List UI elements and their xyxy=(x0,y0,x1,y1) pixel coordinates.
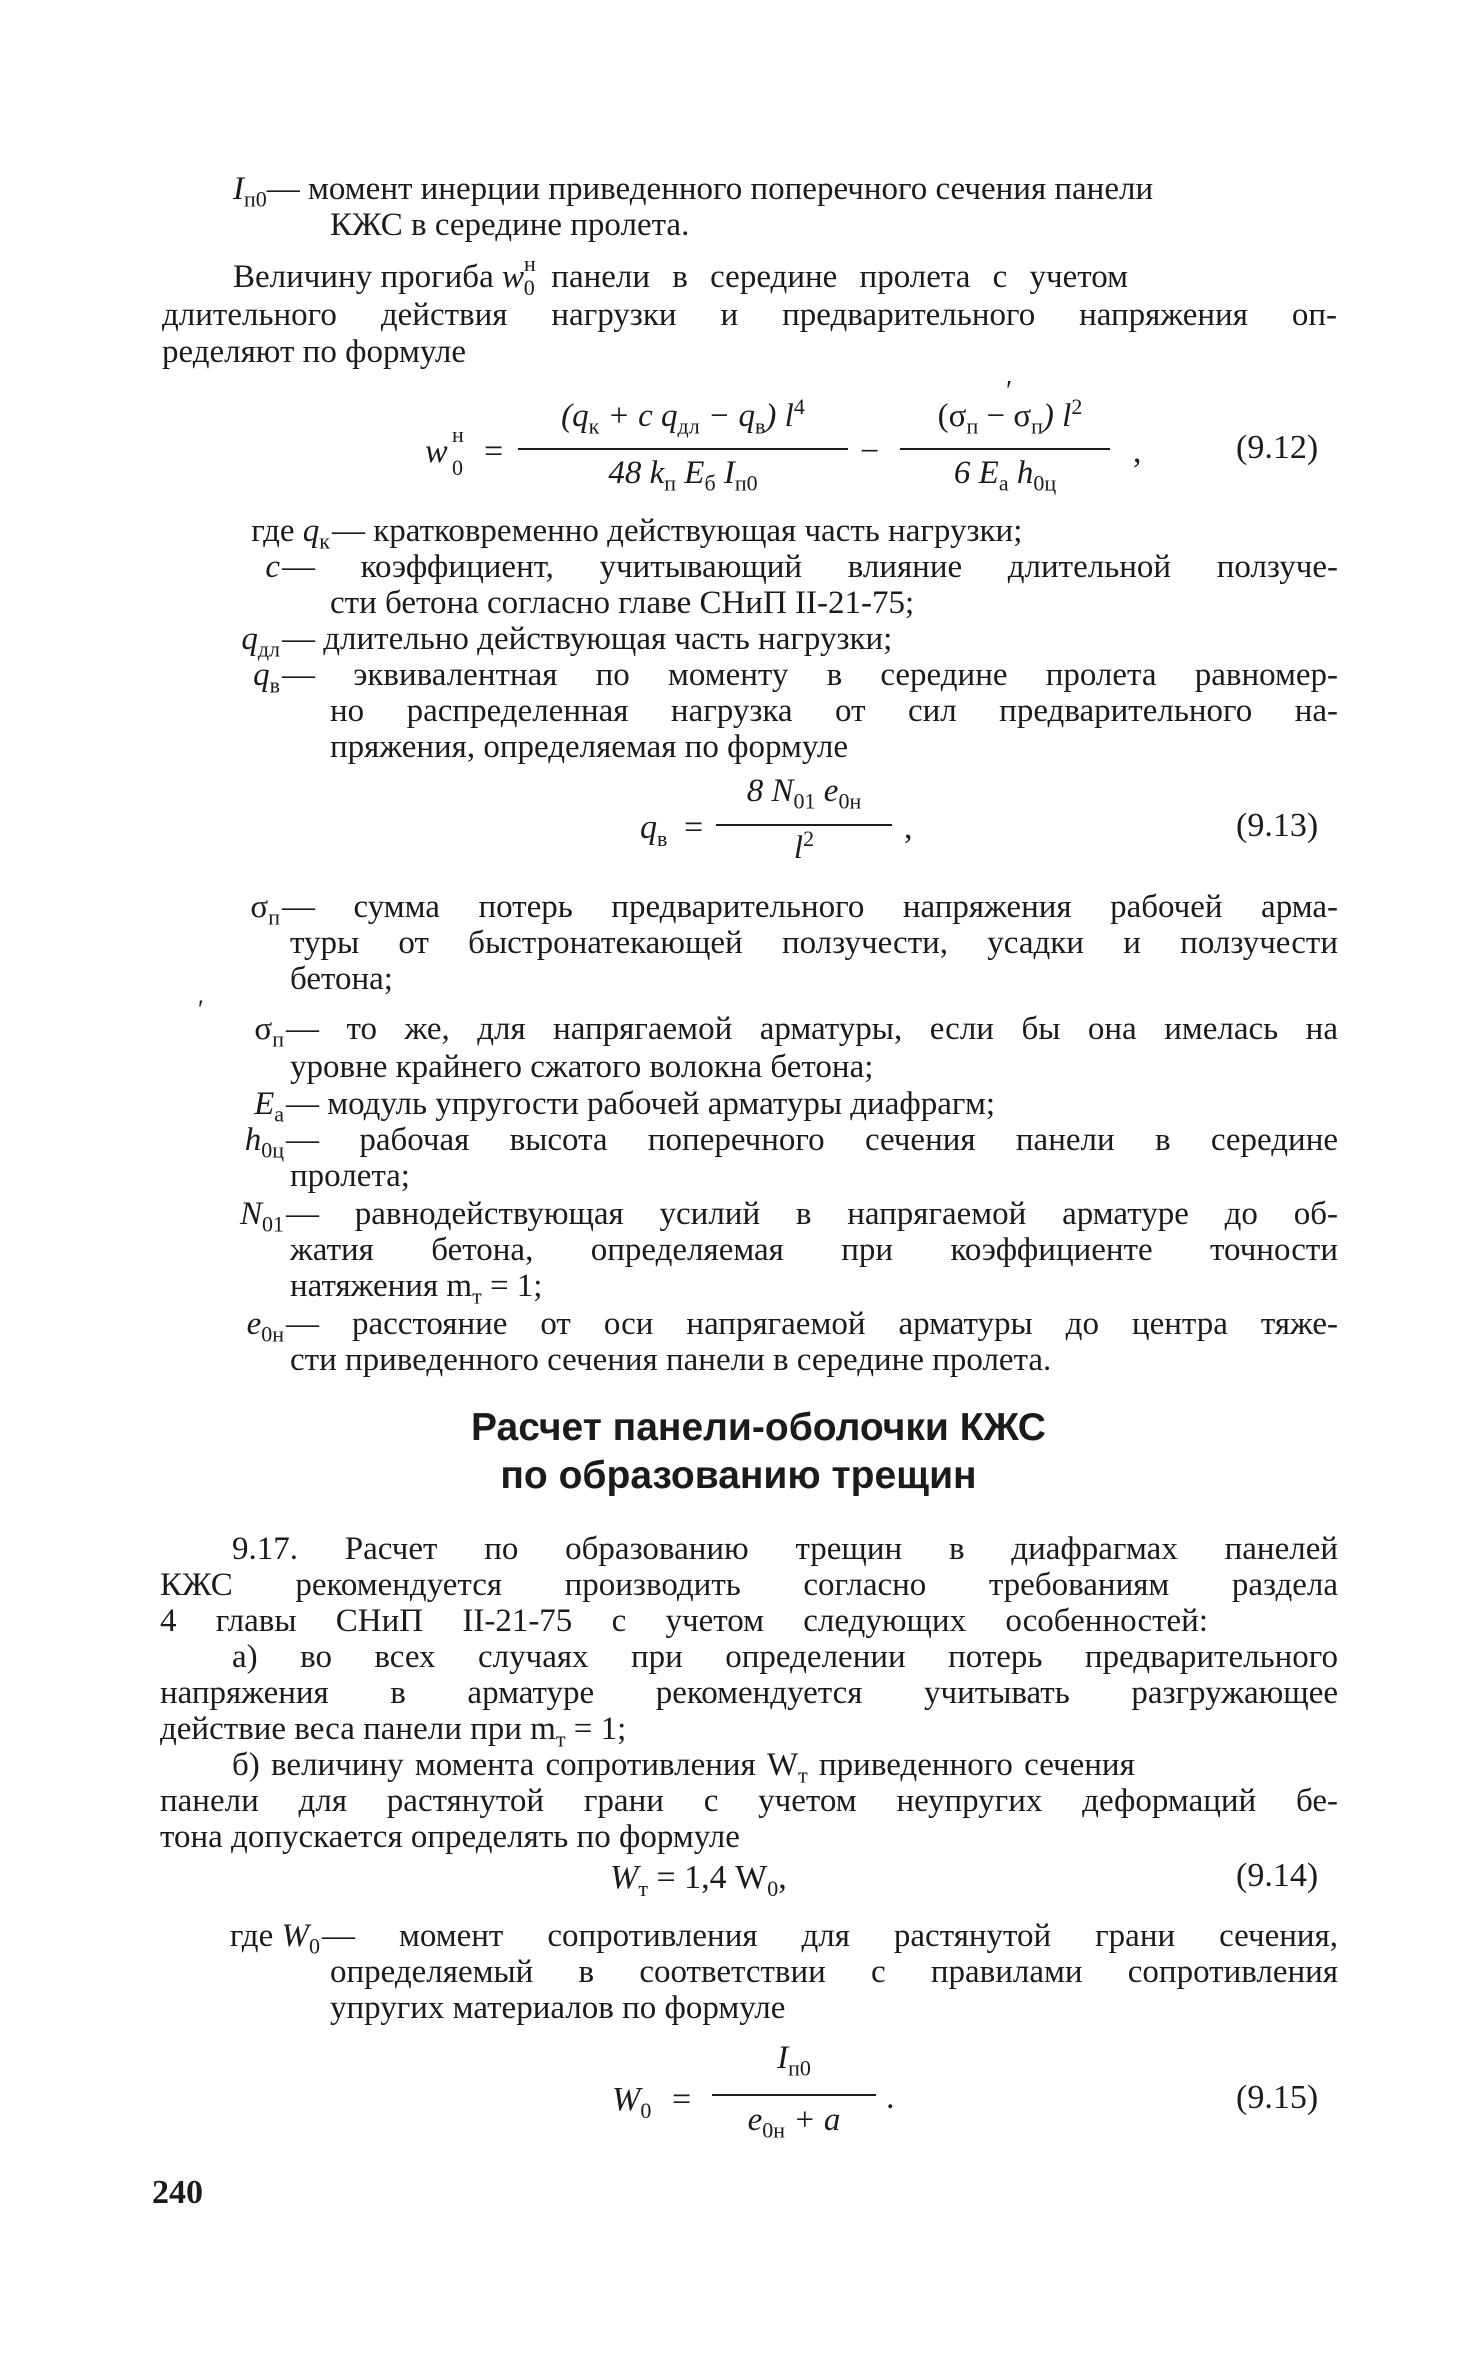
comma xyxy=(1133,432,1142,472)
text: 240 xyxy=(152,2174,203,2211)
subscript: п xyxy=(664,470,677,496)
text: где xyxy=(251,513,303,549)
fraction-bar xyxy=(712,2094,876,2096)
subscript: 0ц xyxy=(261,1137,284,1163)
def-text xyxy=(322,1917,1338,1955)
page-number xyxy=(152,2174,203,2212)
symbol: I xyxy=(777,2040,789,2076)
subscript: 0ц xyxy=(1033,470,1057,496)
def-term xyxy=(160,1917,320,1959)
text: + c q xyxy=(599,398,678,434)
text: = xyxy=(684,809,704,846)
text: — расстояние от оси напрягаемой арматуры до центра тяже- xyxy=(286,1306,1338,1342)
def-text xyxy=(286,1195,1338,1233)
text: − xyxy=(860,433,880,470)
def-term xyxy=(160,620,280,662)
paragraph-line xyxy=(160,1818,740,1856)
def-term xyxy=(160,548,280,586)
def-term xyxy=(160,1121,284,1163)
subscript: 01 xyxy=(262,1211,284,1237)
equals-sign xyxy=(672,2080,691,2120)
symbol: W xyxy=(612,2081,641,2118)
subscript: к xyxy=(319,528,330,554)
text: уровне крайнего сжатого волокна бетона; xyxy=(290,1049,874,1085)
subscript: п xyxy=(966,413,979,439)
text: пряжения, определяемая по формуле xyxy=(330,729,849,765)
subscript: к xyxy=(588,413,600,439)
superscript: 4 xyxy=(793,394,805,419)
intro-paragraph-line-2 xyxy=(162,296,1337,334)
text: натяжения m xyxy=(290,1268,473,1304)
text: — сумма потерь предварительного напряжения рабочей арма- xyxy=(282,889,1338,925)
paragraph-line xyxy=(160,1674,1338,1712)
text: пролета; xyxy=(290,1158,410,1194)
def-text xyxy=(332,512,1022,550)
text: = xyxy=(672,2081,692,2118)
text: — равнодействующая усилий в напрягаемой арматуре до об- xyxy=(286,1196,1338,1232)
text: — момент сопротивления для растянутой грани сечения, xyxy=(322,1918,1338,1954)
equation-number xyxy=(1236,806,1318,846)
subscript: 0 xyxy=(452,455,463,480)
subscript: п0 xyxy=(788,2055,811,2081)
subscript: б xyxy=(704,470,716,496)
superscript: н xyxy=(452,422,464,447)
symbol: q xyxy=(241,621,258,657)
def-term xyxy=(160,1305,284,1347)
text: ) l xyxy=(765,398,794,434)
subscript: п xyxy=(268,904,280,930)
text: , xyxy=(904,809,913,846)
text: E xyxy=(676,455,705,491)
text: 4 главы СНиП II-21-75 с учетом следующих особенностей: xyxy=(160,1603,1208,1639)
def-text xyxy=(282,548,1338,586)
def-text xyxy=(286,1010,1338,1048)
eq-lhs xyxy=(612,2080,652,2123)
equation-number xyxy=(1236,2078,1318,2118)
text: ′ xyxy=(1006,376,1013,407)
text: 9.17. Расчет по образованию трещин в диафрагмах панелей xyxy=(232,1531,1338,1567)
text: сти приведенного сечения панели в середине пролета. xyxy=(290,1342,1052,1378)
text: — эквивалентная по моменту в середине пролета равномер- xyxy=(282,657,1338,693)
text: длительного действия нагрузки и предварительного напряжения оп- xyxy=(162,297,1337,333)
text: бетона; xyxy=(290,961,393,997)
text: — то же, для напрягаемой арматуры, если бы она имелась на xyxy=(286,1011,1338,1047)
symbol: E xyxy=(254,1086,275,1122)
symbol: W xyxy=(281,1918,309,1954)
def-text-cont xyxy=(290,1048,873,1086)
def-text xyxy=(286,1121,1338,1159)
text: определяемый в соответствии с правилами сопротивления xyxy=(330,1954,1338,1990)
def-text-cont xyxy=(330,728,848,766)
def-text-cont xyxy=(290,1341,1051,1379)
text: панели в середине пролета с учетом xyxy=(551,259,1128,295)
text: — модуль упругости рабочей арматуры диафрагм; xyxy=(286,1086,996,1122)
symbol: W xyxy=(610,1859,639,1896)
subscript: 01 xyxy=(793,788,816,814)
subscript: 0н xyxy=(838,788,862,814)
text: тона допускается определять по формуле xyxy=(160,1819,740,1855)
symbol: σ xyxy=(250,889,269,925)
def-text-cont xyxy=(330,1953,1338,1991)
symbol: w xyxy=(502,259,525,295)
symbol: e xyxy=(747,2102,763,2138)
text: (9.15) xyxy=(1236,2079,1319,2116)
paragraph-line xyxy=(232,1530,1338,1568)
text: = 1; xyxy=(565,1711,627,1747)
equation-number xyxy=(1236,1856,1318,1896)
subscript: 0 xyxy=(523,274,535,300)
symbol: q xyxy=(253,657,270,693)
text: где xyxy=(229,1918,282,1954)
text: — момент инерции приведенного поперечного сечения панели xyxy=(266,171,1154,207)
text: напряжения в арматуре рекомендуется учитывать разгружающее xyxy=(160,1675,1338,1711)
comma xyxy=(904,808,913,848)
text: (σ xyxy=(937,398,967,434)
subscript: дл xyxy=(677,413,700,439)
superscript: 2 xyxy=(1071,394,1083,419)
equals-sign xyxy=(484,432,503,472)
text: (9.13) xyxy=(1236,807,1319,844)
text: = xyxy=(484,433,504,470)
text: панели для растянутой грани с учетом неупругих деформаций бе- xyxy=(160,1783,1338,1819)
def-text-cont xyxy=(290,924,1338,962)
subscript: 0 xyxy=(309,1933,320,1959)
text: — длительно действующая часть нагрузки; xyxy=(282,621,893,657)
fraction-2-bar xyxy=(900,448,1110,450)
text: (q xyxy=(561,398,589,434)
text: 48 k xyxy=(608,455,665,491)
fraction-numerator xyxy=(712,2040,876,2081)
symbol: σ xyxy=(254,1011,273,1047)
symbol: h xyxy=(244,1122,262,1158)
eq-lhs-sub xyxy=(452,448,463,488)
subscript: п0 xyxy=(734,470,758,496)
subscript: в xyxy=(269,672,280,698)
def-term xyxy=(160,656,280,698)
def-text-cont xyxy=(290,1231,1338,1269)
text: + a xyxy=(785,2102,841,2138)
section-heading-line-2 xyxy=(0,1451,1477,1501)
fraction-2-denominator xyxy=(900,455,1110,496)
def-text xyxy=(282,620,892,658)
def-term xyxy=(160,888,280,930)
text: а) во всех случаях при определении потерь предварительного xyxy=(232,1639,1338,1675)
text: сти бетона согласно главе СНиП II-21-75; xyxy=(330,585,915,621)
fraction-1-numerator xyxy=(518,394,848,439)
text: Расчет панели-оболочки КЖС xyxy=(471,1406,1046,1449)
subscript: т xyxy=(798,1762,808,1788)
fraction-denominator xyxy=(716,826,892,867)
text: − q xyxy=(699,398,755,434)
subscript: в xyxy=(657,825,668,851)
subscript: 0 xyxy=(640,2097,652,2123)
subscript: т xyxy=(472,1283,482,1309)
equals-sign xyxy=(684,808,703,848)
subscript: 0н xyxy=(762,2117,786,2143)
subscript: т xyxy=(638,1875,648,1901)
intro-paragraph-line-3 xyxy=(162,333,466,371)
text: но распределенная нагрузка от сил предварительного на- xyxy=(330,693,1338,729)
text: (9.14) xyxy=(1236,1857,1319,1894)
text: КЖС рекомендуется производить согласно требованиям раздела xyxy=(160,1567,1338,1603)
paragraph-line xyxy=(160,1710,627,1752)
text: l xyxy=(793,830,804,866)
minus-sign xyxy=(860,432,879,472)
eq-lhs xyxy=(640,808,668,851)
equation-body xyxy=(610,1858,787,1901)
def-text xyxy=(282,656,1338,694)
def-term xyxy=(160,1195,284,1237)
text: — рабочая высота поперечного сечения панели в середине xyxy=(286,1122,1338,1158)
text: , xyxy=(1133,433,1142,470)
text: e xyxy=(815,773,839,809)
paragraph-line xyxy=(160,1782,1338,1820)
paragraph-line xyxy=(160,1566,1338,1604)
intro-line-1 xyxy=(233,170,1154,212)
paragraph-line xyxy=(232,1638,1338,1676)
def-text-cont xyxy=(290,1157,410,1195)
text: − σ xyxy=(978,398,1032,434)
subscript: п0 xyxy=(244,186,267,212)
paragraph-line xyxy=(232,1746,1338,1788)
fraction-1-bar xyxy=(518,448,848,450)
text: приведенного сечения xyxy=(807,1747,1135,1783)
text: жатия бетона, определяемая при коэффициенте точности xyxy=(290,1232,1338,1268)
text: действие веса панели при m xyxy=(160,1711,556,1747)
subscript: а xyxy=(274,1101,284,1127)
def-term xyxy=(160,1010,284,1052)
text: I xyxy=(715,455,735,491)
subscript: а xyxy=(998,470,1009,496)
fraction-2-numerator xyxy=(900,394,1120,439)
text: упругих материалов по формуле xyxy=(330,1990,786,2026)
superscript: н xyxy=(524,251,536,276)
symbol: q xyxy=(302,513,320,549)
def-term xyxy=(160,512,330,554)
def-text-cont xyxy=(330,1989,785,2027)
text: 8 N xyxy=(746,773,794,809)
def-text-cont xyxy=(330,584,914,622)
section-heading-line-1 xyxy=(0,1403,1477,1453)
subscript: дл xyxy=(257,636,280,662)
symbol: c xyxy=(265,549,280,585)
text: ′ xyxy=(198,995,204,1024)
intro-line-2 xyxy=(330,206,689,244)
text: КЖС в середине пролета. xyxy=(330,207,690,243)
text: ) l xyxy=(1042,398,1072,434)
def-text-cont xyxy=(290,960,393,998)
fraction-numerator xyxy=(716,773,892,814)
subscript: 0 xyxy=(767,1875,779,1901)
text: б) величину момента сопротивления W xyxy=(232,1747,799,1783)
subscript: т xyxy=(555,1726,566,1752)
symbol: I xyxy=(233,171,244,207)
def-text xyxy=(286,1085,995,1123)
intro-paragraph-line-1 xyxy=(233,251,1128,300)
def-text xyxy=(282,888,1338,926)
fraction-1-denominator xyxy=(518,455,848,496)
symbol: q xyxy=(640,809,657,846)
text: = 1,4 W xyxy=(647,1859,768,1896)
superscript: 2 xyxy=(803,826,815,851)
text: туры от быстронатекающей ползучести, усадки и ползучести xyxy=(290,925,1338,961)
text: , xyxy=(778,1859,787,1896)
symbol: e xyxy=(246,1306,262,1342)
text: = 1; xyxy=(481,1268,543,1304)
subscript: 0н xyxy=(261,1321,284,1347)
text: Величину прогиба xyxy=(233,259,494,295)
text: ределяют по формуле xyxy=(162,334,467,370)
def-text-cont xyxy=(330,692,1338,730)
subscript: п xyxy=(1031,413,1043,439)
equation-number xyxy=(1236,428,1318,468)
text: — коэффициент, учитывающий влияние длительной ползуче- xyxy=(282,549,1338,585)
eq-lhs xyxy=(425,432,448,472)
text: (9.12) xyxy=(1236,429,1319,466)
paragraph-line xyxy=(160,1602,1208,1640)
symbol: N xyxy=(239,1196,262,1232)
text: — кратковременно действующая часть нагрузки; xyxy=(332,513,1023,549)
period xyxy=(886,2078,895,2118)
fraction-denominator xyxy=(712,2102,876,2143)
def-term xyxy=(160,1085,284,1127)
text: . xyxy=(886,2079,895,2116)
subscript: в xyxy=(755,413,766,439)
def-text xyxy=(286,1305,1338,1343)
def-text-cont xyxy=(290,1267,543,1309)
text: 6 E xyxy=(953,455,999,491)
text: по образованию трещин xyxy=(500,1454,977,1497)
text: h xyxy=(1008,455,1034,491)
subscript: п xyxy=(272,1026,284,1052)
symbol: w xyxy=(425,433,448,470)
